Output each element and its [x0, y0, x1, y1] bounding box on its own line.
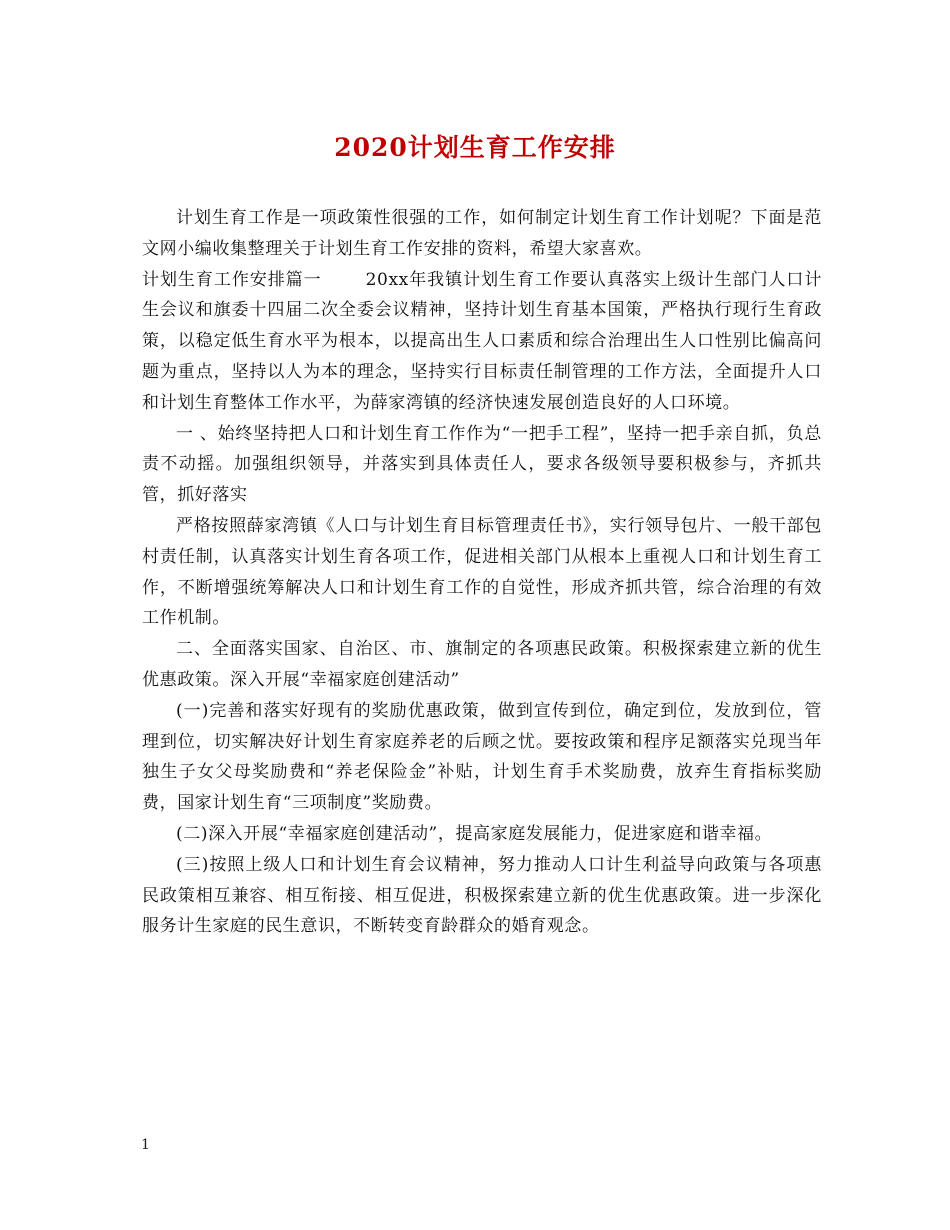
paragraph-6: (三)按照上级人口和计划生育会议精神，努力推动人口计生利益导向政策与各项惠民政策相互兼容、相互衔接、相互促进，积极探索建立新的优生优惠政策。进一步深化服务计生家庭的民生意识，不断转变育龄群众的婚育观念。 [142, 854, 822, 937]
document-body [142, 203, 822, 942]
section-paragraph [142, 265, 822, 419]
section-body: 20xx年我镇计划生育工作要认真落实上级计生部门人口计生会议和旗委十四届二次全委会议精神，坚持计划生育基本国策，严格执行现行生育政策，以稳定低生育水平为根本，以提高出生人口素质和综合治理出生人口性别比偏高问题为重点，坚持以人为本的理念，坚持实行目标责任制管理的工作方法，全面提升人口和计划生育整体工作水平，为薛家湾镇的经济快速发展创造良好的人口环境。 [142, 269, 822, 413]
intro-paragraph: 计划生育工作是一项政策性很强的工作，如何制定计划生育工作计划呢？下面是范文网小编收集整理关于计划生育工作安排的资料，希望大家喜欢。 [142, 208, 822, 259]
paragraph-1: 一 、始终坚持把人口和计划生育工作作为“一把手工程”，坚持一把手亲自抓，负总责不动摇。加强组织领导，并落实到具体责任人，要求各级领导要积极参与，齐抓共管，抓好落实 [142, 423, 822, 506]
paragraph-3: 二、全面落实国家、自治区、市、旗制定的各项惠民政策。积极探索建立新的优生优惠政策。深入开展“幸福家庭创建活动” [142, 639, 822, 690]
section-heading: 计划生育工作安排篇一 [142, 269, 322, 290]
page-number: 1 [141, 1137, 150, 1153]
paragraph-5: (二)深入开展“幸福家庭创建活动”，提高家庭发展能力，促进家庭和谐幸福。 [176, 823, 773, 844]
paragraph-4: (一)完善和落实好现有的奖励优惠政策，做到宣传到位，确定到位，发放到位，管理到位，切实解决好计划生育家庭养老的后顾之忧。要按政策和程序足额落实兑现当年独生子女父母奖励费和“养老保险金”补贴，计划生育手术奖励费，放弃生育指标奖励费，国家计划生育“三项制度”奖励费。 [142, 700, 822, 814]
document-title: 2020计划生育工作安排 [334, 133, 616, 162]
paragraph-2: 严格按照薛家湾镇《人口与计划生育目标管理责任书》，实行领导包片、一般干部包村责任制，认真落实计划生育各项工作，促进相关部门从根本上重视人口和计划生育工作，不断增强统筹解决人口和计划生育工作的自觉性，形成齐抓共管，综合治理的有效工作机制。 [142, 515, 822, 629]
